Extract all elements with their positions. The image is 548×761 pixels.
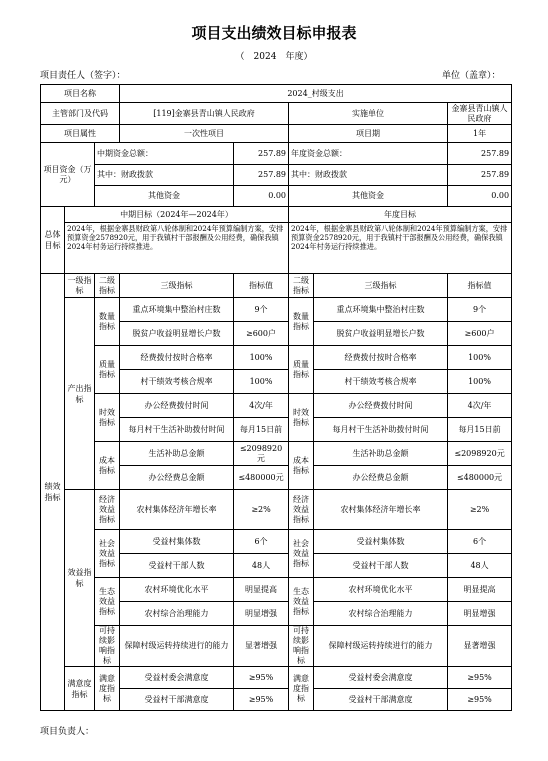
level2-time-mid: 时效指标 (95, 394, 120, 442)
year-total-value: 257.89 (448, 143, 512, 165)
indicator-name-year: 重点环境集中整治村庄数 (314, 298, 448, 322)
indicator-value-mid: 100% (234, 370, 289, 394)
indicator-name-year: 脱贫户收益明显增长户数 (314, 322, 448, 346)
indicator-name-mid: 农村环境优化水平 (120, 578, 234, 602)
indicator-value-year: ≤2098920元 (448, 442, 512, 466)
indicator-value-mid: 显著增强 (234, 626, 289, 667)
level2-cost-mid: 成本指标 (95, 442, 120, 490)
project-name-label: 项目名称 (41, 85, 120, 103)
level2-qty-mid: 数量指标 (95, 298, 120, 346)
mid-goal-text: 2024年，根据金寨县财政第八轮体制和2024年预算编制方案，安排预算资金2578920元，用于我镇村干部报酬及公用经费，确保我镇2024年村务运行持续推进。 (65, 223, 289, 274)
table-row (41, 394, 512, 418)
table-row (41, 442, 512, 466)
indicator-name-year: 受益村干部满意度 (314, 689, 448, 711)
indicator-value-mid: 明显提高 (234, 578, 289, 602)
indicator-name-mid: 重点环境集中整治村庄数 (120, 298, 234, 322)
indicator-name-year: 农村集体经济年增长率 (314, 490, 448, 530)
indicator-value-mid: ≥600户 (234, 322, 289, 346)
table-row (41, 346, 512, 370)
period-label: 项目期 (289, 125, 448, 143)
overall-goal-label: 总体目标 (41, 207, 65, 274)
mid-other-value: 0.00 (234, 186, 289, 207)
indicator-name-mid: 每月村干生活补助拨付时间 (120, 418, 234, 442)
year-goal-text: 2024年，根据金寨县财政第八轮体制和2024年预算编制方案，安排预算资金2578920元，用于我镇村干部报酬及公用经费，确保我镇2024年村务运行持续推进。 (289, 223, 512, 274)
level2-eco-mid: 生态效益指标 (95, 578, 120, 626)
col-level3-header-year: 三级指标 (314, 274, 448, 298)
table-row (41, 578, 512, 602)
performance-table (40, 84, 512, 711)
year-goal-header: 年度目标 (289, 207, 512, 223)
table-row (41, 667, 512, 689)
table-row (41, 490, 512, 530)
indicator-value-year: 100% (448, 370, 512, 394)
table-row (41, 626, 512, 667)
indicator-value-mid: 6个 (234, 530, 289, 554)
indicator-name-year: 经费拨付按时合格率 (314, 346, 448, 370)
dept-label: 主管部门及代码 (41, 103, 120, 125)
indicator-name-mid: 经费拨付按时合格率 (120, 346, 234, 370)
indicator-name-mid: 办公经费拨付时间 (120, 394, 234, 418)
footer-label: 项目负责人： (40, 727, 95, 737)
level2-sat-mid: 满意度指标 (95, 667, 120, 711)
mid-fiscal-value: 257.89 (234, 165, 289, 186)
indicator-value-mid: ≥2% (234, 490, 289, 530)
indicator-name-year: 每月村干生活补助拨付时间 (314, 418, 448, 442)
year-fiscal-label: 其中：财政拨款 (289, 165, 448, 186)
col-level2-header-year: 二级指标 (289, 274, 314, 298)
indicator-value-mid: 明显增强 (234, 602, 289, 626)
mid-fiscal-label: 其中：财政拨款 (95, 165, 234, 186)
indicator-name-mid: 生活补助总金额 (120, 442, 234, 466)
mid-total-label: 中期资金总额： (95, 143, 234, 165)
indicator-name-mid: 受益村干部人数 (120, 554, 234, 578)
col-level2-header: 二级指标 (95, 274, 120, 298)
col-level1-header: 一级指标 (65, 274, 95, 298)
level2-cost-year: 成本指标 (289, 442, 314, 490)
impl-label: 实施单位 (289, 103, 448, 125)
mid-other-label: 其他资金 (95, 186, 234, 207)
responsible-label: 项目责任人（签字）： (40, 71, 126, 81)
indicator-value-year: ≥95% (448, 667, 512, 689)
unit-label: 单位（盖章）： (442, 71, 501, 81)
indicator-name-mid: 保障村级运转持续进行的能力 (120, 626, 234, 667)
year-fiscal-value: 257.89 (448, 165, 512, 186)
indicator-name-mid: 办公经费总金额 (120, 466, 234, 490)
indicator-name-mid: 农村集体经济年增长率 (120, 490, 234, 530)
attr-label: 项目属性 (41, 125, 120, 143)
level2-sustain-mid: 可持续影响指标 (95, 626, 120, 667)
indicator-value-year: ≥600户 (448, 322, 512, 346)
table-row (41, 530, 512, 554)
indicator-name-mid: 农村综合治理能力 (120, 602, 234, 626)
level2-econ-mid: 经济效益指标 (95, 490, 120, 530)
indicator-value-mid: ≤2098920元 (234, 442, 289, 466)
level2-quality-year: 质量指标 (289, 346, 314, 394)
indicator-value-mid: 48人 (234, 554, 289, 578)
mid-goal-header: 中期目标（2024年—2024年） (65, 207, 289, 223)
indicator-value-mid: 100% (234, 346, 289, 370)
level2-sustain-year: 可持续影响指标 (289, 626, 314, 667)
period-value: 1年 (448, 125, 512, 143)
table-row (41, 298, 512, 322)
indicator-value-mid: ≥95% (234, 667, 289, 689)
indicator-value-year: 6个 (448, 530, 512, 554)
indicator-name-year: 农村环境优化水平 (314, 578, 448, 602)
year-total-label: 年度资金总额： (289, 143, 448, 165)
performance-indicator-label: 绩效指标 (41, 274, 65, 711)
page-title: 项目支出绩效目标申报表 (191, 24, 357, 42)
year-line: （ 2024 年度） (235, 52, 313, 62)
indicator-name-year: 生活补助总金额 (314, 442, 448, 466)
level2-econ-year: 经济效益指标 (289, 490, 314, 530)
level2-social-year: 社会效益指标 (289, 530, 314, 578)
col-value-header-year: 指标值 (448, 274, 512, 298)
indicator-value-mid: ≥95% (234, 689, 289, 711)
indicator-name-mid: 受益村干部满意度 (120, 689, 234, 711)
indicator-value-mid: 4次/年 (234, 394, 289, 418)
attr-value: 一次性项目 (120, 125, 289, 143)
indicator-value-year: 100% (448, 346, 512, 370)
indicator-value-year: 明显增强 (448, 602, 512, 626)
indicator-name-mid: 村干绩效考核合规率 (120, 370, 234, 394)
output-indicator-label: 产出指标 (65, 298, 95, 490)
indicator-value-year: ≤480000元 (448, 466, 512, 490)
mid-total-value: 257.89 (234, 143, 289, 165)
indicator-value-year: 每月15日前 (448, 418, 512, 442)
level2-time-year: 时效指标 (289, 394, 314, 442)
indicator-name-year: 受益村委会满意度 (314, 667, 448, 689)
col-value-header: 指标值 (234, 274, 289, 298)
indicator-value-year: ≥95% (448, 689, 512, 711)
indicator-value-year: 48人 (448, 554, 512, 578)
indicator-value-year: ≥2% (448, 490, 512, 530)
col-level3-header: 三级指标 (120, 274, 234, 298)
indicator-name-year: 农村综合治理能力 (314, 602, 448, 626)
indicator-value-mid: 9个 (234, 298, 289, 322)
indicator-value-year: 9个 (448, 298, 512, 322)
level2-qty-year: 数量指标 (289, 298, 314, 346)
dept-value: [119]金寨县青山镇人民政府 (120, 103, 289, 125)
effect-indicator-label: 效益指标 (65, 490, 95, 667)
indicator-name-mid: 受益村集体数 (120, 530, 234, 554)
indicator-value-mid: ≤480000元 (234, 466, 289, 490)
indicator-value-year: 明显提高 (448, 578, 512, 602)
satisfaction-indicator-label: 满意度指标 (65, 667, 95, 711)
level2-sat-year: 满意度指标 (289, 667, 314, 711)
indicator-name-mid: 受益村委会满意度 (120, 667, 234, 689)
indicator-name-year: 受益村干部人数 (314, 554, 448, 578)
level2-quality-mid: 质量指标 (95, 346, 120, 394)
indicator-value-year: 4次/年 (448, 394, 512, 418)
indicator-name-mid: 脱贫户收益明显增长户数 (120, 322, 234, 346)
indicator-name-year: 村干绩效考核合规率 (314, 370, 448, 394)
indicator-value-year: 显著增强 (448, 626, 512, 667)
indicator-name-year: 办公经费总金额 (314, 466, 448, 490)
indicator-name-year: 受益村集体数 (314, 530, 448, 554)
level2-social-mid: 社会效益指标 (95, 530, 120, 578)
indicator-name-year: 办公经费拨付时间 (314, 394, 448, 418)
year-other-value: 0.00 (448, 186, 512, 207)
project-name-value: 2024_村级支出 (120, 85, 512, 103)
impl-value: 金寨县青山镇人民政府 (448, 103, 512, 125)
year-other-label: 其他资金 (289, 186, 448, 207)
indicator-name-year: 保障村级运转持续进行的能力 (314, 626, 448, 667)
level2-eco-year: 生态效益指标 (289, 578, 314, 626)
funds-label: 项目资金（万元） (41, 143, 95, 207)
indicator-value-mid: 每月15日前 (234, 418, 289, 442)
